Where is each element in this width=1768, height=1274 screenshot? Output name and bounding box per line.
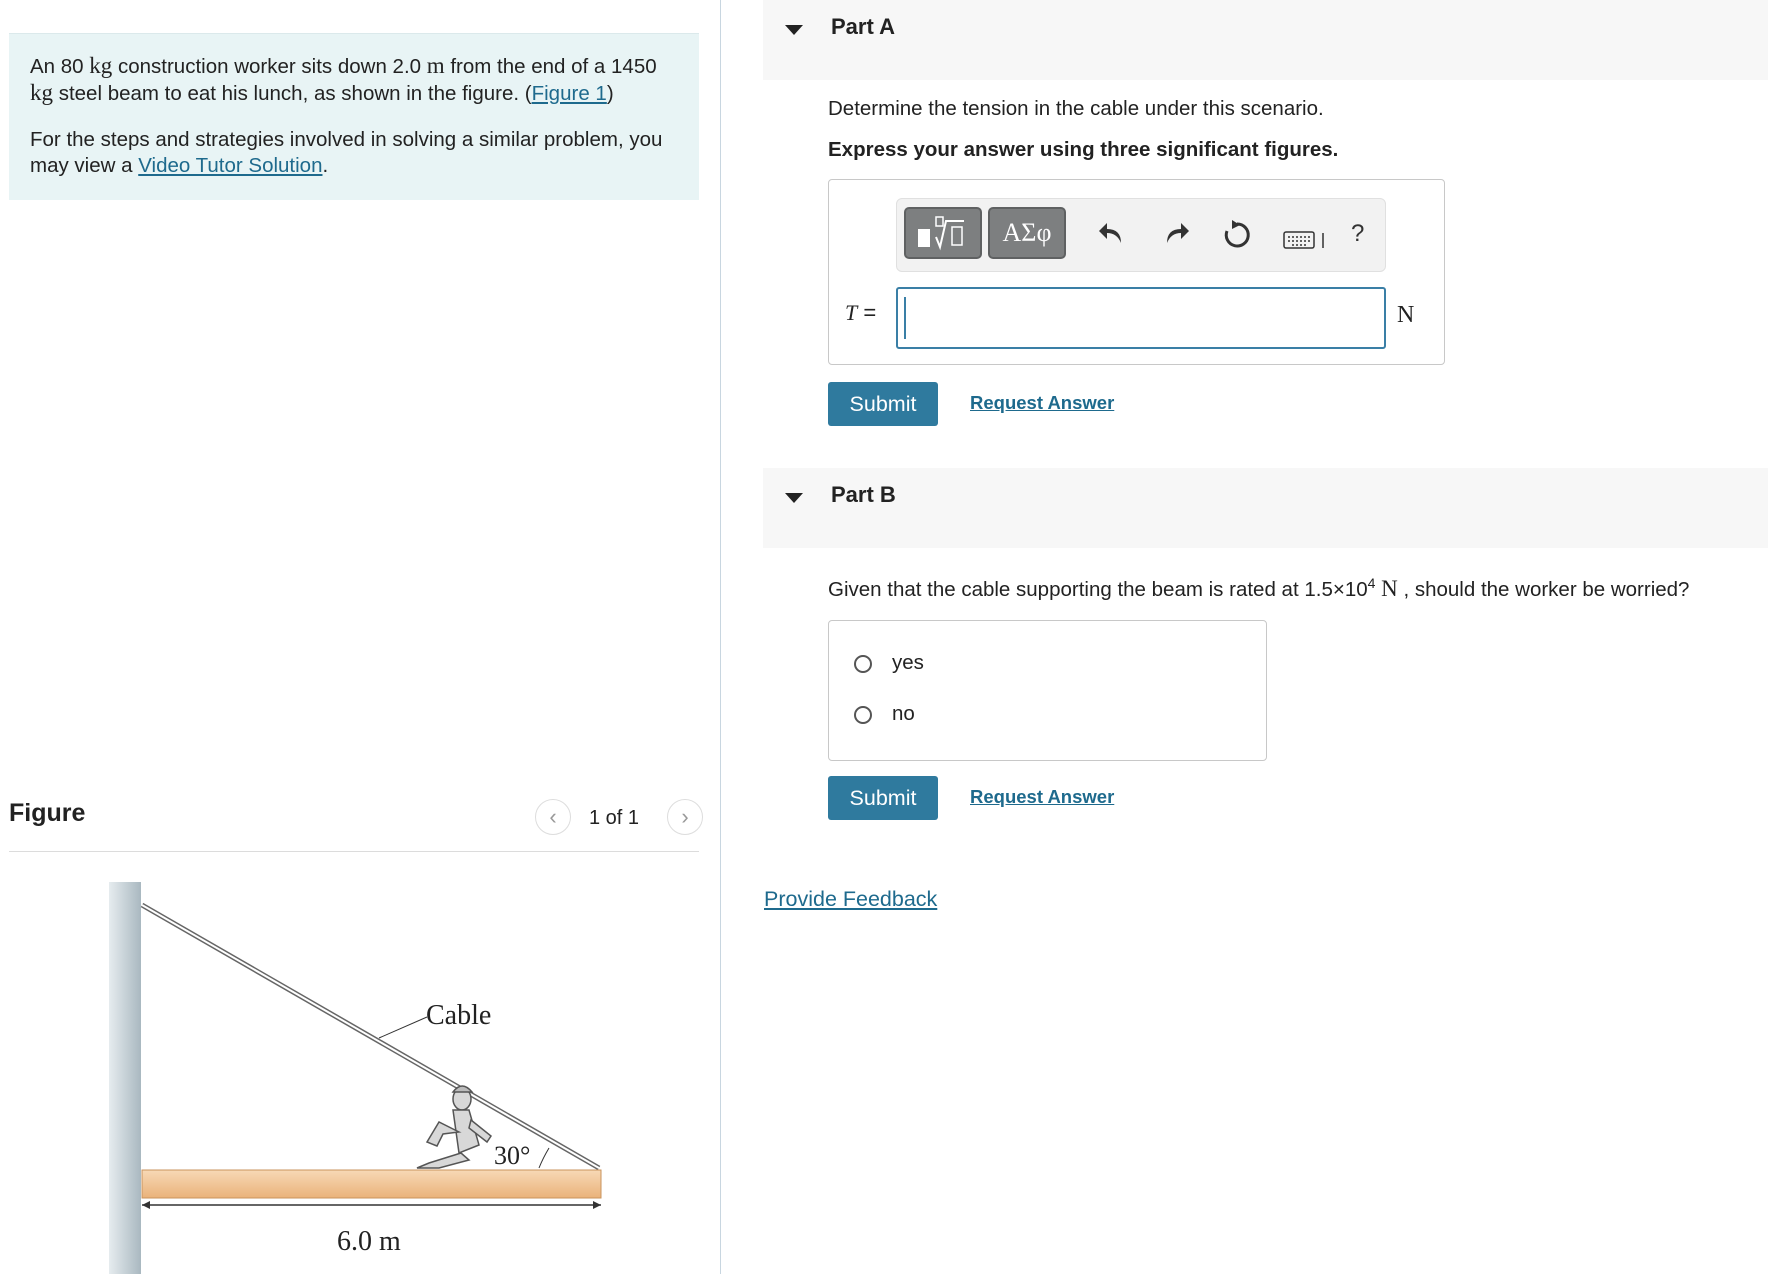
problem-paragraph-1 [30,53,678,107]
keyboard-icon[interactable] [1283,227,1327,257]
variable-symbol: T [845,300,858,325]
part-a-question: Determine the tension in the cable under this scenario. [828,97,1324,120]
wall [109,882,141,1274]
answer-input[interactable] [896,287,1386,349]
question-text: Given that the cable supporting the beam is rated at 1.5×10 [828,577,1368,601]
math-toolbar [896,198,1386,272]
text-caret [904,297,906,339]
length-label: 6.0 m [337,1226,401,1257]
figure-pager-text: 1 of 1 [589,807,640,829]
help-icon[interactable]: ? [1351,220,1365,247]
problem-text: An 80 [30,55,90,78]
steel-beam [142,1170,601,1198]
collapse-triangle-icon[interactable] [785,493,803,503]
problem-text: ) [606,82,614,105]
greek-symbols-button[interactable]: ΑΣφ [988,207,1066,259]
problem-text: construction worker sits down 2.0 [112,55,427,78]
figure-link[interactable]: Figure 1 [531,82,607,105]
collapse-triangle-icon[interactable] [785,25,803,35]
answer-box [828,179,1445,365]
part-a-submit-button[interactable]: Submit [828,382,938,426]
unit-n: N [1381,575,1398,601]
part-a-instruction: Express your answer using three significant figures. [828,138,1339,161]
reset-icon[interactable] [1221,219,1253,257]
radio-button[interactable] [854,655,872,673]
angle-arc [539,1148,549,1168]
unit-kg: kg [89,53,113,78]
column-divider [720,0,721,1274]
answer-choices [828,620,1267,761]
templates-icon[interactable] [904,207,982,259]
problem-paragraph-2 [30,127,678,179]
video-tutor-link[interactable]: Video Tutor Solution [138,154,323,177]
chevron-left-icon[interactable]: ‹ [535,799,571,835]
provide-feedback-link[interactable]: Provide Feedback [764,887,938,911]
angle-label: 30° [494,1141,531,1170]
part-b-question [828,575,1689,602]
equals-sign: = [857,300,877,325]
choice-label: no [892,702,915,725]
problem-text: from the end of a 1450 [444,55,657,78]
part-b-header[interactable] [763,468,1768,548]
chevron-right-icon[interactable]: › [667,799,703,835]
question-text: , should the worker be worried? [1397,577,1690,601]
figure-image [9,870,699,1274]
undo-icon[interactable] [1097,219,1127,255]
problem-text: For the steps and strategies involved in solving a similar problem, you may view a [30,128,663,177]
part-a-title: Part A [831,14,895,39]
unit-kg: kg [30,80,53,105]
variable-label [845,300,876,326]
choice-label: yes [892,651,924,674]
radio-button[interactable] [854,706,872,724]
figure-title: Figure [9,799,86,827]
unit-label: N [1397,302,1415,328]
exponent: 4 [1367,575,1376,591]
part-b-title: Part B [831,482,896,507]
redo-icon[interactable] [1161,219,1191,255]
part-a-header[interactable] [763,0,1768,80]
part-b-request-answer-link[interactable]: Request Answer [970,786,1115,807]
problem-statement [9,33,699,200]
part-a-request-answer-link[interactable]: Request Answer [970,392,1115,413]
problem-text: . [322,154,329,177]
figure-header [9,793,699,852]
cable-label: Cable [426,1000,492,1031]
unit-m: m [426,53,445,78]
problem-text: steel beam to eat his lunch, as shown in the figure. ( [53,82,532,105]
part-b-submit-button[interactable]: Submit [828,776,938,820]
